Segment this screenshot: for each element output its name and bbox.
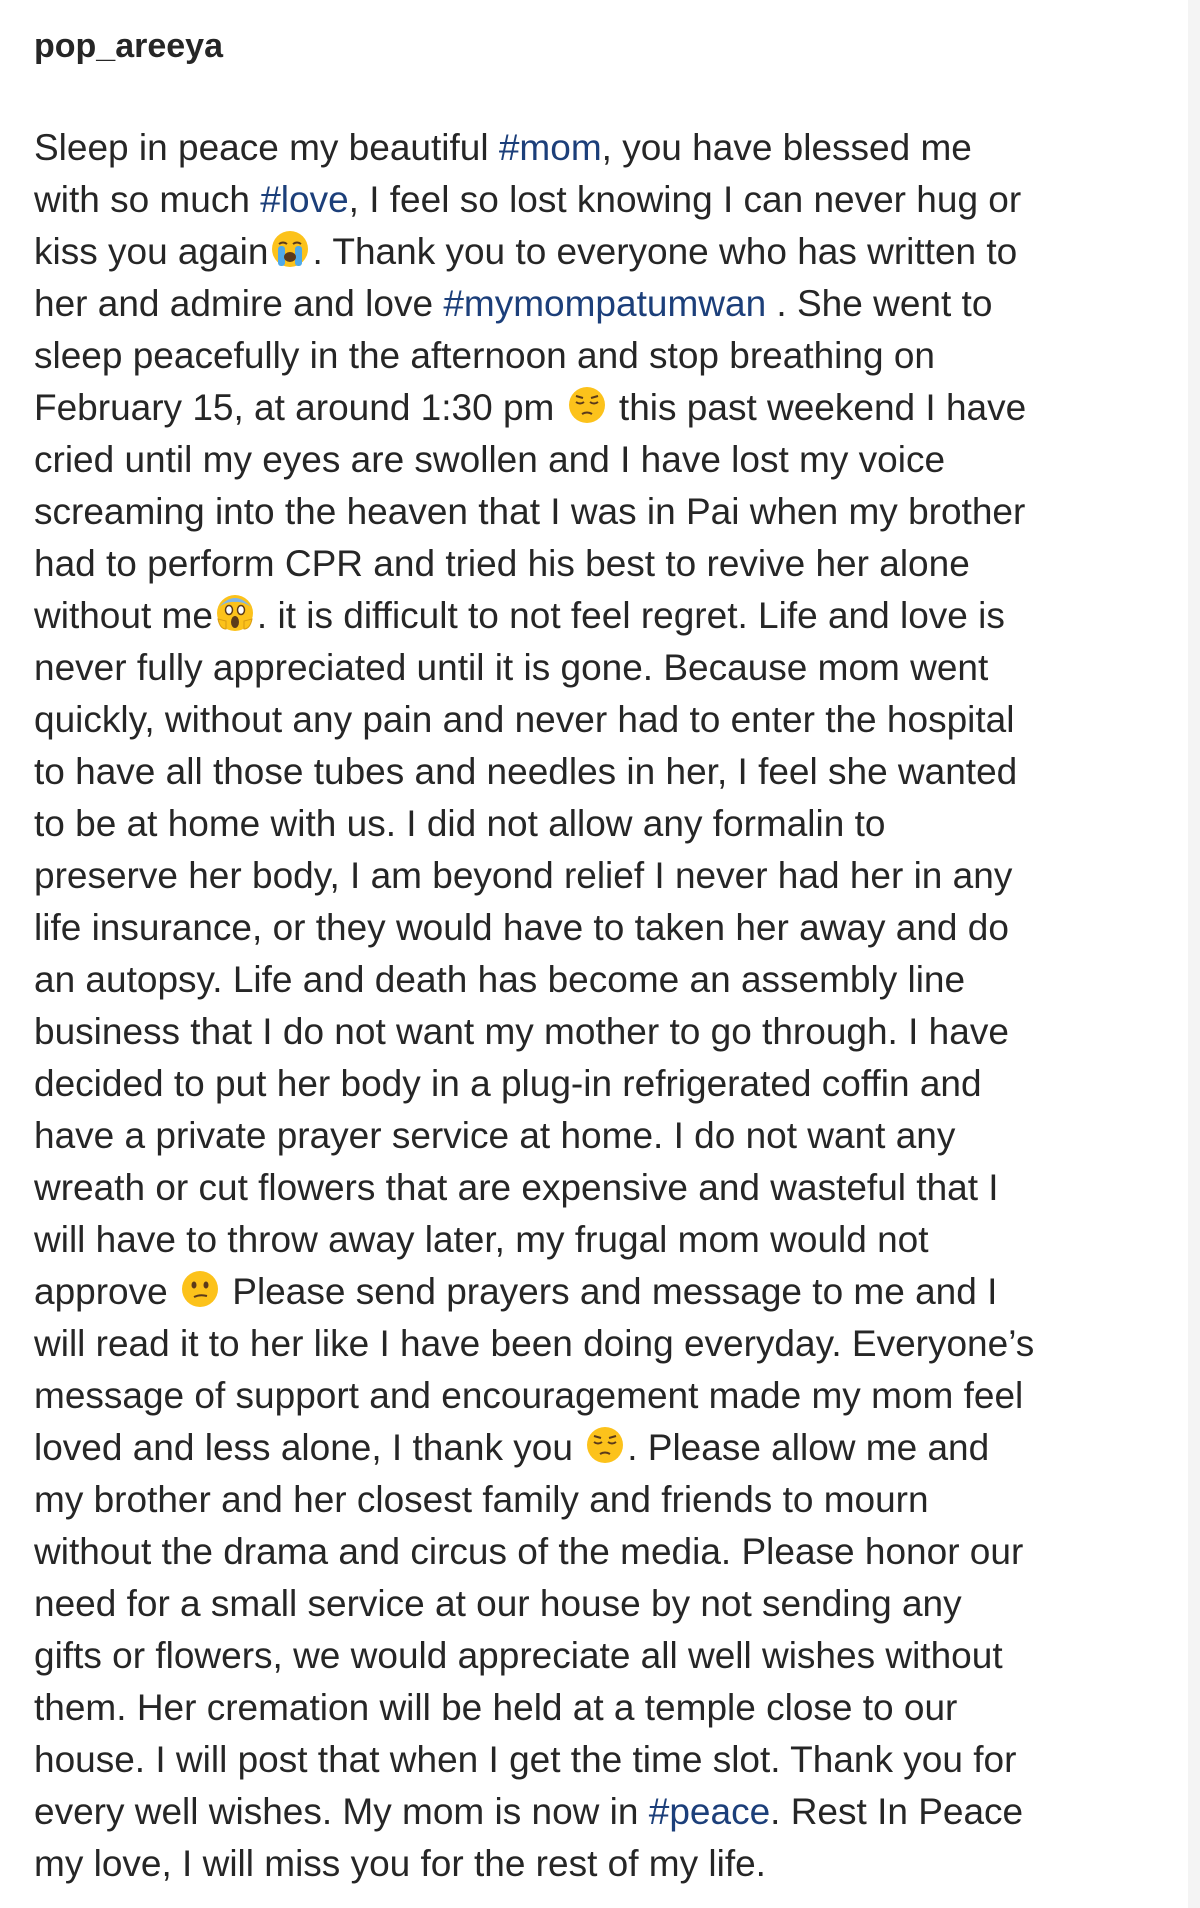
caption-line — [34, 1110, 1200, 1162]
caption-text — [34, 122, 1200, 1890]
caption-line — [34, 1422, 1200, 1474]
caption-line — [34, 1682, 1200, 1734]
hashtag-link[interactable]: #peace — [648, 1791, 771, 1832]
caption-text-segment: never fully appreciated until it is gone. Because mom went — [34, 647, 989, 688]
pensive-face-emoji — [567, 385, 607, 425]
caption-text-segment: every well wishes. My mom is now in — [34, 1791, 649, 1832]
caption-text-segment: her and admire and love — [34, 283, 444, 324]
caption-text-segment: . it is difficult to not feel regret. Life and love is — [256, 595, 1005, 636]
caption-line — [34, 642, 1200, 694]
caption-text-segment: . Please allow me and — [627, 1427, 990, 1468]
caption-line — [34, 330, 1200, 382]
caption-text-segment: them. Her cremation will be held at a temple close to our — [34, 1687, 958, 1728]
caption-line — [34, 694, 1200, 746]
caption-line — [34, 902, 1200, 954]
caption-text-segment: my brother and her closest family and friends to mourn — [34, 1479, 929, 1520]
caption-line — [34, 538, 1200, 590]
caption-text-segment: Sleep in peace my beautiful — [34, 127, 499, 168]
caption-text-segment: screaming into the heaven that I was in Pai when my brother — [34, 491, 1026, 532]
caption-line — [34, 1526, 1200, 1578]
caption-text-segment: an autopsy. Life and death has become an assembly line — [34, 959, 966, 1000]
caption-text-segment: have a private prayer service at home. I do not want any — [34, 1115, 956, 1156]
caption-text-segment: with so much — [34, 179, 261, 220]
caption-line — [34, 590, 1200, 642]
caption-line — [34, 486, 1200, 538]
caption-line — [34, 798, 1200, 850]
caption-text-segment: house. I will post that when I get the time slot. Thank you for — [34, 1739, 1017, 1780]
caption-line — [34, 1214, 1200, 1266]
caption-line — [34, 1370, 1200, 1422]
caption-text-segment: . Thank you to everyone who has written to — [312, 231, 1018, 272]
pensive-face-emoji — [585, 1425, 625, 1465]
caption-text-segment: loved and less alone, I thank you — [34, 1427, 584, 1468]
caption-line — [34, 226, 1200, 278]
caption-text-segment: life insurance, or they would have to taken her away and do — [34, 907, 1009, 948]
caption-text-segment: had to perform CPR and tried his best to revive her alone — [34, 543, 970, 584]
caption-text-segment: approve — [34, 1271, 178, 1312]
caption-text-segment: February 15, at around 1:30 pm — [34, 387, 565, 428]
caption-text-segment: without me — [34, 595, 213, 636]
caption-line — [34, 954, 1200, 1006]
caption-text-segment: without the drama and circus of the media. Please honor our — [34, 1531, 1024, 1572]
caption-text-segment: kiss you again — [34, 231, 269, 272]
caption-text-segment: my love, I will miss you for the rest of my life. — [34, 1843, 766, 1884]
caption-text-segment: quickly, without any pain and never had to enter the hospital — [34, 699, 1015, 740]
caption-text-segment: cried until my eyes are swollen and I have lost my voice — [34, 439, 946, 480]
loudly-crying-face-emoji — [270, 229, 310, 269]
caption-line — [34, 1266, 1200, 1318]
caption-line — [34, 1474, 1200, 1526]
caption-text-segment: to be at home with us. I did not allow any formalin to — [34, 803, 886, 844]
screaming-face-emoji — [215, 593, 255, 633]
caption-text-segment: preserve her body, I am beyond relief I never had her in any — [34, 855, 1013, 896]
caption-text-segment: will have to throw away later, my frugal mom would not — [34, 1219, 929, 1260]
caption-line — [34, 1058, 1200, 1110]
caption-text-segment: need for a small service at our house by not sending any — [34, 1583, 962, 1624]
confused-face-emoji — [180, 1269, 220, 1309]
caption-line — [34, 1838, 1200, 1890]
caption-line — [34, 1162, 1200, 1214]
caption-text-segment: sleep peacefully in the afternoon and stop breathing on — [34, 335, 935, 376]
caption-line — [34, 1006, 1200, 1058]
username[interactable]: pop_areeya — [34, 27, 223, 65]
caption-line — [34, 434, 1200, 486]
caption-line — [34, 174, 1200, 226]
caption-text-segment: wreath or cut flowers that are expensive and wasteful that I — [34, 1167, 999, 1208]
caption-text-segment: , I feel so lost knowing I can never hug or — [348, 179, 1022, 220]
caption-text-segment: gifts or flowers, we would appreciate all well wishes without — [34, 1635, 1003, 1676]
hashtag-link[interactable]: #mom — [498, 127, 602, 168]
caption-text-segment: this past weekend I have — [608, 387, 1027, 428]
caption-line — [34, 1630, 1200, 1682]
caption-text-segment: will read it to her like I have been doing everyday. Everyone’s — [34, 1323, 1035, 1364]
caption-line — [34, 850, 1200, 902]
caption-text-segment: . She went to — [766, 283, 993, 324]
scrollbar-track[interactable] — [1188, 0, 1200, 1908]
caption-line — [34, 1578, 1200, 1630]
caption-line — [34, 122, 1200, 174]
caption-text-segment: , you have blessed me — [601, 127, 972, 168]
caption-text-segment: message of support and encouragement made my mom feel — [34, 1375, 1024, 1416]
caption-line — [34, 1734, 1200, 1786]
hashtag-link[interactable]: #mymompatumwan — [443, 283, 767, 324]
caption-line — [34, 382, 1200, 434]
caption-text-segment: Please send prayers and message to me and I — [222, 1271, 998, 1312]
caption-line — [34, 278, 1200, 330]
caption-line — [34, 746, 1200, 798]
hashtag-link[interactable]: #love — [260, 179, 349, 220]
caption-text-segment: to have all those tubes and needles in her, I feel she wanted — [34, 751, 1018, 792]
caption-text-segment: decided to put her body in a plug-in refrigerated coffin and — [34, 1063, 982, 1104]
caption-text-segment: business that I do not want my mother to go through. I have — [34, 1011, 1009, 1052]
caption-line — [34, 1786, 1200, 1838]
caption-line — [34, 1318, 1200, 1370]
caption-text-segment: . Rest In Peace — [770, 1791, 1024, 1832]
